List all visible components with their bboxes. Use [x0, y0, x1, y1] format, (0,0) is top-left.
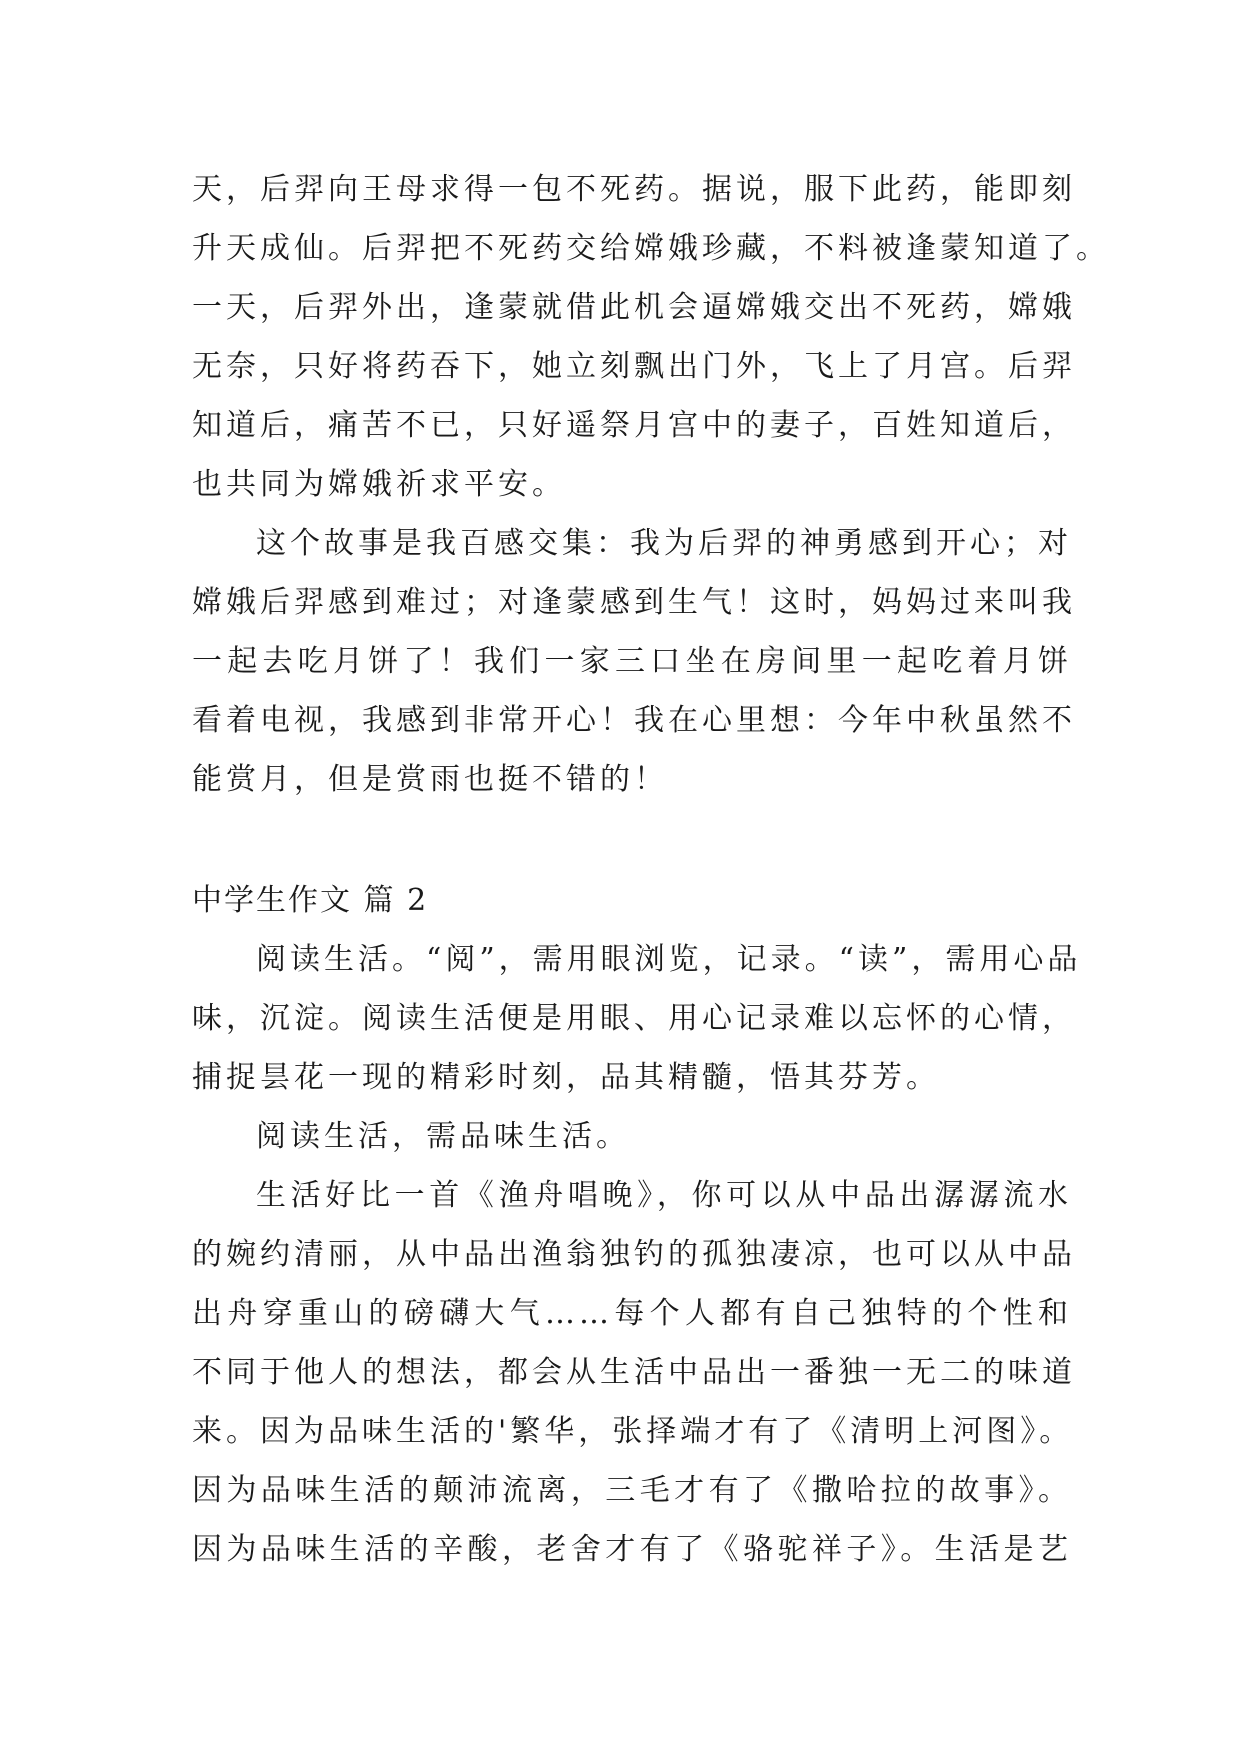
text-line: 升天成仙。后羿把不死药交给嫦娥珍藏，不料被逢蒙知道了。: [192, 231, 1110, 266]
text-line: 阅读生活。“阅”，需用眼浏览，记录。“读”，需用心品: [256, 942, 1082, 977]
paragraph: [192, 1166, 1076, 1579]
text-line: 因为品味生活的颠沛流离，三毛才有了《撒哈拉的故事》。: [192, 1473, 1072, 1508]
text-line: 一起去吃月饼了！我们一家三口坐在房间里一起吃着月饼: [192, 644, 1072, 679]
section-title: 中学生作文 篇 2: [192, 883, 429, 918]
text-line: 无奈，只好将药吞下，她立刻飘出门外，飞上了月宫。后羿: [192, 349, 1076, 384]
text-line: 这个故事是我百感交集：我为后羿的神勇感到开心；对: [256, 526, 1072, 561]
text-line: 生活好比一首《渔舟唱晚》，你可以从中品出潺潺流水: [256, 1178, 1072, 1213]
text-line: 的婉约清丽，从中品出渔翁独钓的孤独凄凉，也可以从中品: [192, 1237, 1076, 1272]
text-line: 捕捉昙花一现的精彩时刻，品其精髓，悟其芬芳。: [192, 1060, 940, 1095]
section-gap: [192, 809, 1072, 871]
text-line: 来。因为品味生活的'繁华，张择端才有了《清明上河图》。: [192, 1414, 1074, 1449]
text-line: 知道后，痛苦不已，只好遥祭月宫中的妻子，百姓知道后，: [192, 408, 1076, 443]
text-line: 阅读生活，需品味生活。: [256, 1119, 630, 1154]
paragraph: [192, 930, 1082, 1107]
text-line: 看着电视，我感到非常开心！我在心里想：今年中秋虽然不: [192, 703, 1076, 738]
text-line: 能赏月，但是赏雨也挺不错的！: [192, 762, 668, 797]
text-line: 出舟穿重山的磅礴大气……每个人都有自己独特的个性和: [192, 1296, 1072, 1331]
text-line: 不同于他人的想法，都会从生活中品出一番独一无二的味道: [192, 1355, 1076, 1390]
text-line: 嫦娥后羿感到难过；对逢蒙感到生气！这时，妈妈过来叫我: [192, 585, 1076, 620]
paragraph: [192, 514, 1076, 809]
text-line: 因为品味生活的辛酸，老舍才有了《骆驼祥子》。生活是艺: [192, 1532, 1072, 1567]
document-body: [192, 160, 1110, 1579]
text-line: 也共同为嫦娥祈求平安。: [192, 467, 566, 502]
text-line: 一天，后羿外出，逢蒙就借此机会逼嫦娥交出不死药，嫦娥: [192, 290, 1076, 325]
text-line: 味，沉淀。阅读生活便是用眼、用心记录难以忘怀的心情，: [192, 1001, 1076, 1036]
text-line: 天，后羿向王母求得一包不死药。据说，服下此药，能即刻: [192, 172, 1076, 207]
paragraph: [192, 160, 1110, 514]
paragraph: [192, 1107, 1072, 1166]
